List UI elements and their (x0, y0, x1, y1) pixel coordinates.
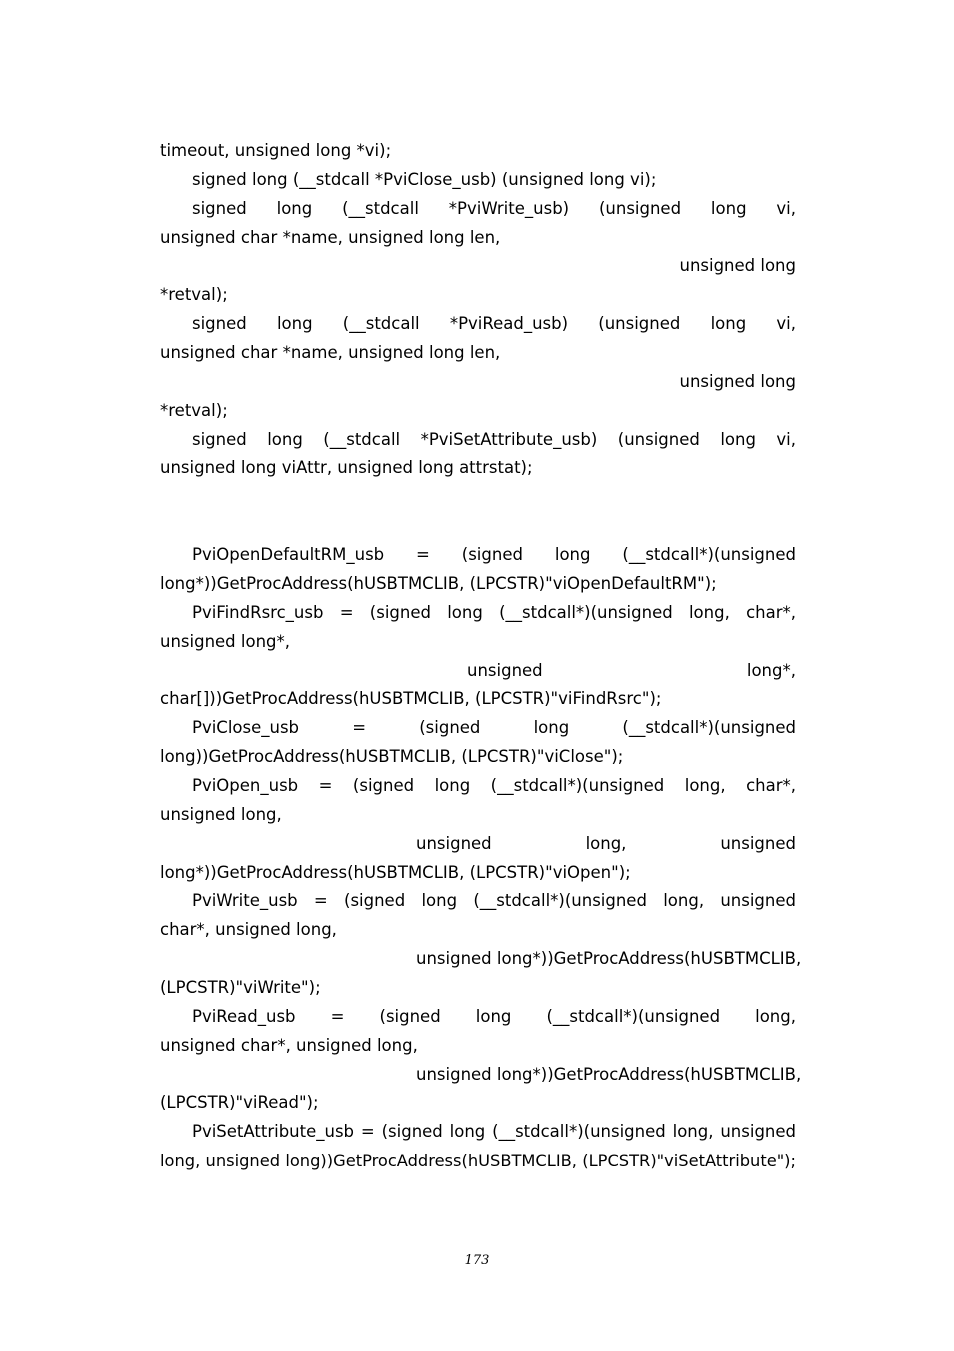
code-line: unsigned char*, unsigned long, (160, 1036, 418, 1055)
code-line: (LPCSTR)"viWrite"); (160, 978, 321, 997)
code-line: PviRead_usb = (signed long (__stdcall*)(unsigned long, (192, 1007, 796, 1026)
code-line: long))GetProcAddress(hUSBTMCLIB, (LPCSTR)"viClose"); (160, 747, 624, 766)
code-line: (LPCSTR)"viRead"); (160, 1093, 319, 1112)
code-line: unsigned long*, (160, 632, 291, 651)
code-line: unsigned long, (160, 805, 282, 824)
code-line: signed long (__stdcall *PviRead_usb) (unsigned long vi, (192, 314, 796, 333)
code-line: unsigned long*, (467, 661, 796, 680)
code-line: char[]))GetProcAddress(hUSBTMCLIB, (LPCSTR)"viFindRsrc"); (160, 689, 662, 708)
code-line: PviOpenDefaultRM_usb = (signed long (__stdcall*)(unsigned (192, 545, 796, 564)
code-line: unsigned long*))GetProcAddress(hUSBTMCLIB, (416, 949, 802, 968)
code-line: long*))GetProcAddress(hUSBTMCLIB, (LPCSTR)"viOpen"); (160, 863, 631, 882)
code-line: PviClose_usb = (signed long (__stdcall*)(unsigned (192, 718, 796, 737)
code-line: unsigned long (679, 372, 796, 391)
code-line: unsigned long (679, 256, 796, 275)
code-line: unsigned long*))GetProcAddress(hUSBTMCLIB, (416, 1065, 802, 1084)
code-line: unsigned char *name, unsigned long len, (160, 228, 501, 247)
code-line: signed long (__stdcall *PviSetAttribute_usb) (unsigned long vi, (192, 430, 796, 449)
code-line: long*))GetProcAddress(hUSBTMCLIB, (LPCSTR)"viOpenDefaultRM"); (160, 574, 717, 593)
code-line: signed long (__stdcall *PviWrite_usb) (unsigned long vi, (192, 199, 796, 218)
code-line: PviWrite_usb = (signed long (__stdcall*)(unsigned long, unsigned (192, 891, 796, 910)
code-line: unsigned char *name, unsigned long len, (160, 343, 501, 362)
code-line: PviOpen_usb = (signed long (__stdcall*)(unsigned long, char*, (192, 776, 796, 795)
code-line: char*, unsigned long, (160, 920, 337, 939)
code-line: *retval); (160, 285, 228, 304)
code-line: timeout, unsigned long *vi); (160, 141, 392, 160)
code-line: PviSetAttribute_usb = (signed long (__stdcall*)(unsigned long, unsigned (192, 1122, 796, 1141)
page-number: 173 (464, 1253, 490, 1268)
code-line: unsigned long, unsigned (416, 834, 796, 853)
code-line: PviFindRsrc_usb = (signed long (__stdcall*)(unsigned long, char*, (192, 603, 796, 622)
code-line: *retval); (160, 401, 228, 420)
code-line: long, unsigned long))GetProcAddress(hUSBTMCLIB, (LPCSTR)"viSetAttribute"); (160, 1151, 796, 1170)
code-line: signed long (__stdcall *PviClose_usb) (unsigned long vi); (192, 170, 657, 189)
code-line: unsigned long viAttr, unsigned long attrstat); (160, 458, 533, 477)
